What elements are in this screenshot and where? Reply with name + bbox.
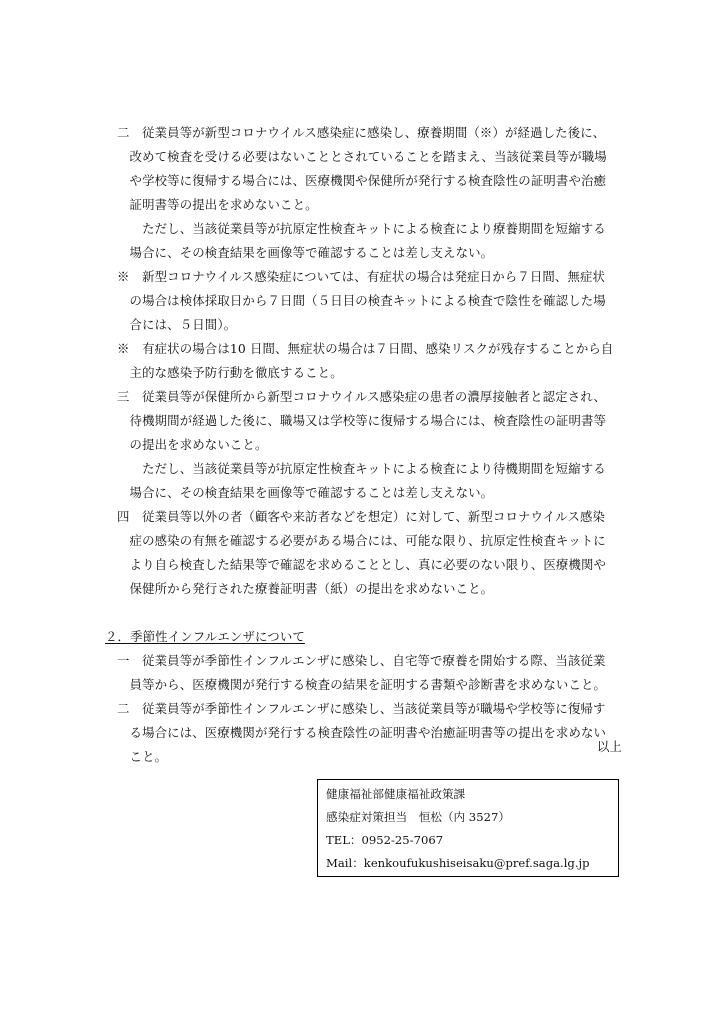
contact-person: 感染症対策担当 恒松（内 3527） <box>326 810 510 824</box>
text-line: 証明書等の提出を求めないこと。 <box>117 197 318 212</box>
text-line: 合には、５日間）。 <box>117 317 237 332</box>
text-line: や学校等に復帰する場合には、医療機関や保健所が発行する検査陰性の証明書や治癒 <box>117 173 607 188</box>
contact-box <box>317 779 619 877</box>
text-line: 一 従業員等が季節性インフルエンザに感染し、自宅等で療養を開始する際、当該従業 <box>117 653 606 668</box>
text-line: ただし、当該従業員等が抗原定性検査キットによる検査により療養期間を短縮する <box>117 221 606 236</box>
text-line: の提出を求めないこと。 <box>117 437 268 452</box>
text-line: 員等から、医療機関が発行する検査の結果を証明する書類や診断書を求めないこと。 <box>117 677 607 692</box>
text-line: こと。 <box>117 749 168 764</box>
text-line: ※ 有症状の場合は10 日間、無症状の場合は７日間、感染リスクが残存することから自 <box>117 341 614 356</box>
text-line: 保健所から発行された療養証明書（紙）の提出を求めないこと。 <box>117 581 494 596</box>
contact-tel: TEL：0952-25-7067 <box>326 833 444 847</box>
text-line: 場合に、その検査結果を画像等で確認することは差し支えない。 <box>117 485 494 500</box>
text-line: 症の感染の有無を確認する必要がある場合には、可能な限り、抗原定性検査キットに <box>117 533 606 548</box>
text-line: 四 従業員等以外の者（顧客や来訪者などを想定）に対して、新型コロナウイルス感染 <box>117 509 606 524</box>
text-line: 待機期間が経過した後に、職場又は学校等に復帰する場合には、検査陰性の証明書等 <box>117 413 607 428</box>
contact-mail[interactable]: Mail：kenkoufukushiseisaku@pref.saga.lg.jp <box>326 856 590 870</box>
text-line: 場合に、その検査結果を画像等で確認することは差し支えない。 <box>117 245 494 260</box>
text-line: ただし、当該従業員等が抗原定性検査キットによる検査により待機期間を短縮する <box>117 461 606 476</box>
text-line: る場合には、医療機関が発行する検査陰性の証明書や治癒証明書等の提出を求めない <box>117 725 607 740</box>
closing-mark: 以上 <box>597 739 622 754</box>
contact-department: 健康福祉部健康福祉政策課 <box>326 787 466 801</box>
text-line: 二 従業員等が新型コロナウイルス感染症に感染し、療養期間（※）が経過した後に、 <box>117 125 606 140</box>
text-line: 三 従業員等が保健所から新型コロナウイルス感染症の患者の濃厚接触者と認定され、 <box>117 389 607 404</box>
section-heading: ２．季節性インフルエンザについて <box>105 629 305 644</box>
text-line: 主的な感染予防行動を徹底すること。 <box>117 365 343 380</box>
text-line: 改めて検査を受ける必要はないこととされていることを踏まえ、当該従業員等が職場 <box>117 149 607 164</box>
text-line: ※ 新型コロナウイルス感染症については、有症状の場合は発症日から７日間、無症状 <box>117 269 606 284</box>
text-line: より自ら検査した結果等で確認を求めることとし、真に必要のない限り、医療機関や <box>117 557 607 572</box>
text-line: の場合は検体採取日から７日間（５日目の検査キットによる検査で陰性を確認した場 <box>117 293 606 308</box>
text-line: 二 従業員等が季節性インフルエンザに感染し、当該従業員等が職場や学校等に復帰す <box>117 701 606 716</box>
